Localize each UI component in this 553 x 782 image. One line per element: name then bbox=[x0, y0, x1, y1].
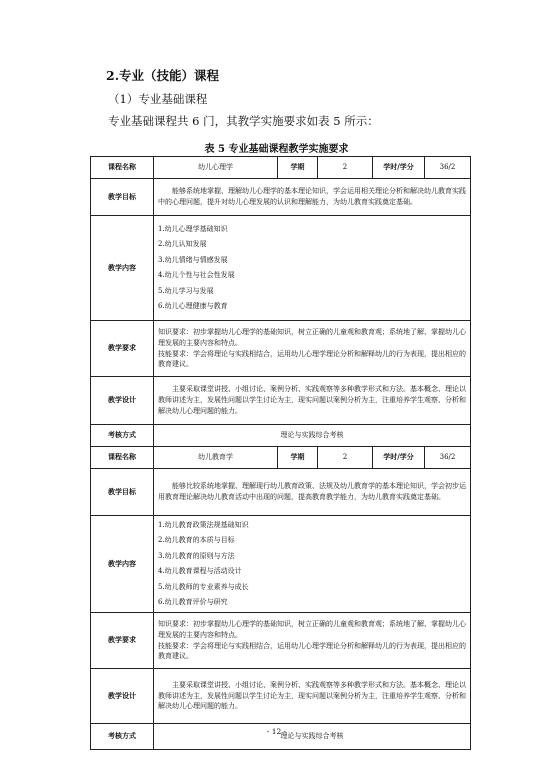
goal-text: 能够比较系统地掌握、理解现行幼儿教育政策、法规及幼儿教育学的基本理论知识，学会初步运用教育理论解决幼儿教育活动中出现的问题，提高教育教学能力，为幼儿教育实践奠定基础。 bbox=[154, 469, 471, 516]
section-heading: 2.专业（技能）课程 bbox=[106, 68, 220, 83]
credit-value: 36/2 bbox=[425, 447, 471, 469]
table-row bbox=[91, 469, 471, 516]
table-row bbox=[91, 157, 471, 179]
list-item: 5.幼儿学习与发展 bbox=[158, 286, 214, 295]
list-item: 3.幼儿教育的原则与方法 bbox=[158, 551, 235, 560]
requirement-label: 教学要求 bbox=[91, 613, 154, 669]
course-table bbox=[90, 156, 471, 750]
list-item: 1.幼儿教育政策法规基础知识 bbox=[158, 520, 249, 529]
design-label: 教学设计 bbox=[91, 377, 154, 425]
content-label: 教学内容 bbox=[91, 516, 154, 613]
list-item: 5.幼儿教师的专业素养与成长 bbox=[158, 582, 249, 591]
semester-label: 学期 bbox=[278, 447, 318, 469]
content-list bbox=[154, 216, 471, 321]
list-item: 4.幼儿教育课程与活动设计 bbox=[158, 567, 242, 575]
course-name-label: 课程名称 bbox=[91, 157, 154, 179]
table-row bbox=[91, 516, 471, 613]
list-item: 2.幼儿认知发展 bbox=[158, 240, 207, 248]
list-item: 6.幼儿心理健康与教育 bbox=[158, 302, 228, 310]
assessment-label: 考核方式 bbox=[91, 425, 154, 447]
credit-value: 36/2 bbox=[425, 157, 471, 179]
table-row bbox=[91, 613, 471, 669]
goal-text: 能够系统地掌握、理解幼儿心理学的基本理论知识，学会运用相关理论分析和解决幼儿教育实践中的心理问题，提升对幼儿心理发展的认识和理解能力，为幼儿教育实践奠定基础。 bbox=[154, 179, 471, 216]
course-name-value: 幼儿教育学 bbox=[154, 447, 278, 469]
subsection-heading: （1）专业基础课程 bbox=[108, 92, 208, 106]
content-label: 教学内容 bbox=[91, 216, 154, 321]
design-text: 主要采取课堂讲授、小组讨论、案例分析、实践观察等多种教学形式和方法。基本概念、理论以教师讲述为主，发展性问题以学生讨论为主，现实问题以案例分析为主，注重培养学生观察、分析和解决幼儿心理问题的能力。 bbox=[154, 377, 471, 425]
goal-label: 教学目标 bbox=[91, 179, 154, 216]
list-item: 4.幼儿个性与社会性发展 bbox=[158, 271, 235, 279]
semester-value: 2 bbox=[318, 447, 373, 469]
list-item: 3.幼儿情绪与情感发展 bbox=[158, 255, 228, 264]
list-item: 2.幼儿教育的本质与目标 bbox=[158, 536, 235, 544]
course-name-value: 幼儿心理学 bbox=[154, 157, 278, 179]
table-row bbox=[91, 425, 471, 447]
credit-label: 学时/学分 bbox=[373, 157, 425, 179]
list-item: 1.幼儿心理学基础知识 bbox=[158, 224, 228, 233]
requirement-label: 教学要求 bbox=[91, 321, 154, 377]
content-list bbox=[154, 516, 471, 613]
table-row bbox=[91, 216, 471, 321]
table-row bbox=[91, 669, 471, 724]
assessment-value: 理论与实践综合考核 bbox=[154, 724, 471, 750]
table-row bbox=[91, 377, 471, 425]
table-row bbox=[91, 321, 471, 377]
design-label: 教学设计 bbox=[91, 669, 154, 724]
credit-label: 学时/学分 bbox=[373, 447, 425, 469]
page-number: - 12 - bbox=[266, 727, 287, 736]
intro-text: 专业基础课程共 6 门，其教学实施要求如表 5 所示： bbox=[108, 114, 379, 128]
goal-label: 教学目标 bbox=[91, 469, 154, 516]
course-name-label: 课程名称 bbox=[91, 447, 154, 469]
semester-label: 学期 bbox=[278, 157, 318, 179]
table-row bbox=[91, 447, 471, 469]
table-row bbox=[91, 179, 471, 216]
requirement-text: 知识要求：初步掌握幼儿心理学的基础知识，树立正确的儿童观和教育观；系统地了解、掌握幼儿心理发展的主要内容和特点。 技能要求：学会将理论与实践相结合，运用幼儿心理学理论分析和解释幼儿的行为表现，提出相应的教育建议。 bbox=[154, 613, 471, 669]
table-caption: 表 5 专业基础课程教学实施要求 bbox=[204, 144, 349, 155]
design-text: 主要采取课堂讲授、小组讨论、案例分析、实践观察等多种教学形式和方法。基本概念、理论以教师讲述为主，发展性问题以学生讨论为主，现实问题以案例分析为主，注重培养学生观察、分析和解决幼儿心理问题的能力。 bbox=[154, 669, 471, 724]
list-item: 6.幼儿教育评价与研究 bbox=[158, 598, 228, 606]
assessment-value: 理论与实践综合考核 bbox=[154, 425, 471, 447]
semester-value: 2 bbox=[318, 157, 373, 179]
requirement-text: 知识要求：初步掌握幼儿心理学的基础知识，树立正确的儿童观和教育观；系统地了解、掌握幼儿心理发展的主要内容和特点。 技能要求：学会将理论与实践相结合，运用幼儿心理学理论分析和解释幼儿的行为表现，提出相应的教育建议。 bbox=[154, 321, 471, 377]
assessment-label: 考核方式 bbox=[91, 724, 154, 750]
